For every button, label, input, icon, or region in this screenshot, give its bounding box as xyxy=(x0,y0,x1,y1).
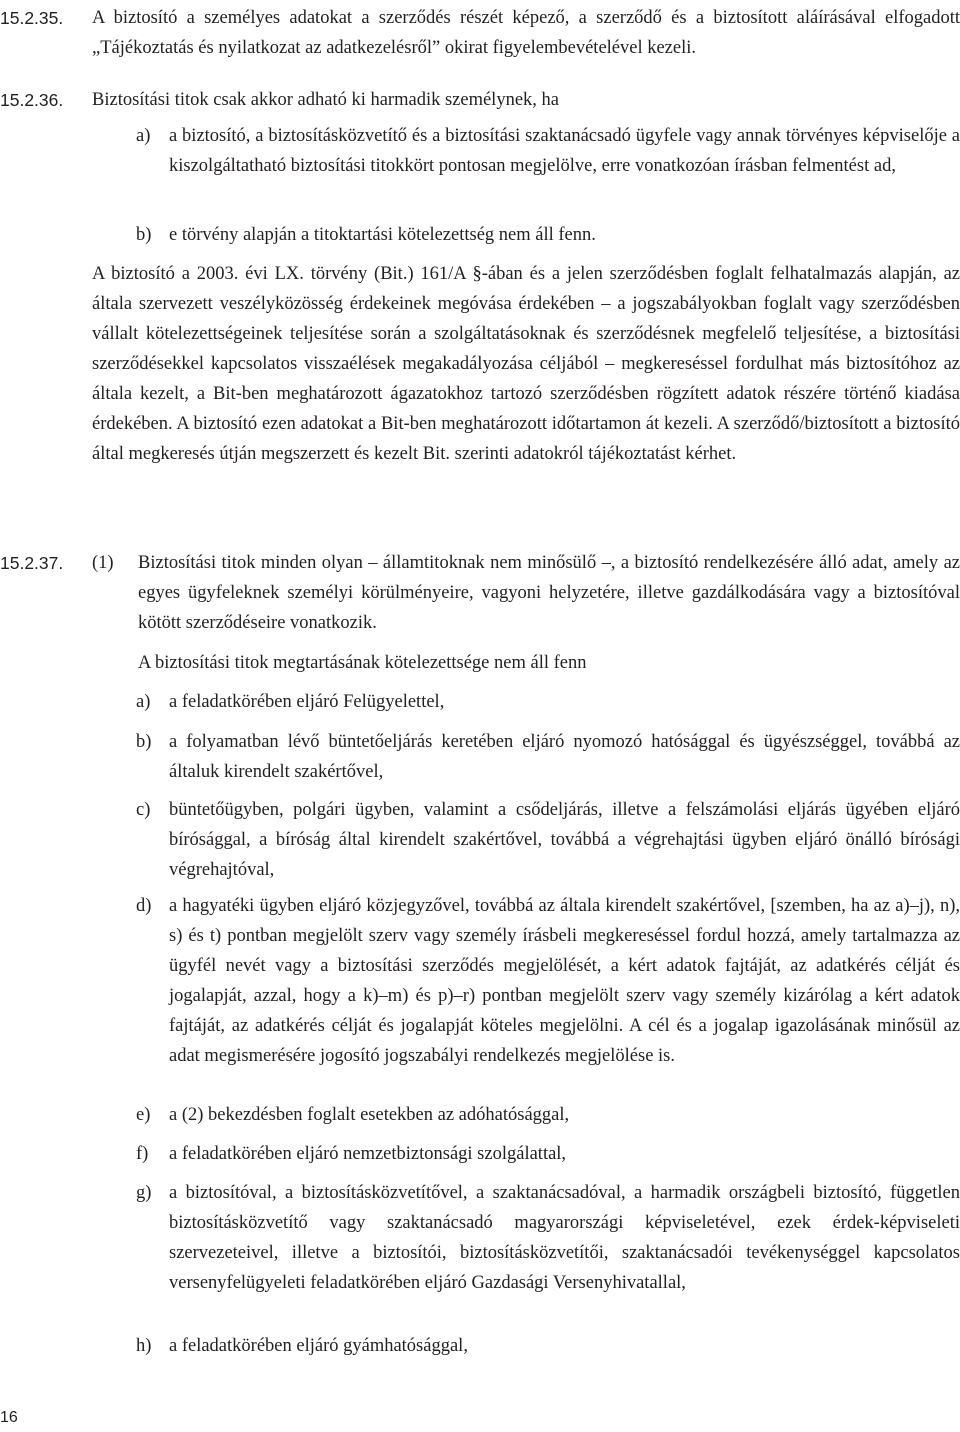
paragraph-text: Biztosítási titok minden olyan – államtitoknak nem minősülő –, a biztosító rendelkezésére álló adat, amely az egyes ügyfeleknek személyi körülményeire, vagyoni helyzetére, illetve gazdálkodására vagy a biztosítóval kötött szerződéseire vonatkozik. xyxy=(138,553,960,633)
list-item-text: a biztosítóval, a biztosításközvetítővel, a szaktanácsadóval, a harmadik országbeli biztosító, független biztosításközvetítő vagy szaktanácsadó magyarországi képviseletével, ezek érdek-képviseleti szervezeteivel, illetve a biztosítói, biztosításközvetítői, szaktanácsadói tevékenységgel kapcsolatos versenyfelügyeleti feladatkörében eljáró Gazdasági Versenyhivatallal, xyxy=(169,1183,960,1293)
list-item-text: a hagyatéki ügyben eljáró közjegyzővel, továbbá az általa kirendelt szakértővel, [szemben, ha az a)–j), n), s) és t) pontban megjelölt szerv vagy személy írásbeli megkereséssel fordul hozzá, amely tartalmazza az ügyfél nevét vagy a biztosítási szerződés megjelölését, a kért adatok fajtáját, az adatkérés célját és jogalapját, azzal, hogy a k)–m) és p)–r) pontban megjelölt szerv vagy személy kizárólag a kért adatok fajtáját, az adatkérés célját és jogalapját köteles megjelölni. A cél és a jogalap igazolásának minősül az adat megismerésére jogosító jogszabályi rendelkezés megjelölése is. xyxy=(169,896,960,1066)
list-item-text: a (2) bekezdésben foglalt esetekben az adóhatósággal, xyxy=(169,1105,570,1125)
list-item-text: a feladatkörében eljáró nemzetbiztonsági szolgálattal, xyxy=(169,1144,567,1164)
list-item-label: e) xyxy=(136,1105,151,1125)
list-item-label: a) xyxy=(136,126,151,146)
list-item-text: a feladatkörében eljáró Felügyelettel, xyxy=(169,692,445,712)
list-item-label: b) xyxy=(136,732,152,752)
list-item-label: h) xyxy=(136,1336,152,1356)
list-item-label: c) xyxy=(136,800,151,820)
list-item-text: a biztosító, a biztosításközvetítő és a biztosítási szaktanácsadó ügyfele vagy annak törvényes képviselője a kiszolgáltatható biztosítási titokkört pontosan megjelölve, erre vonatkozóan írásban felmentést ad, xyxy=(169,126,960,176)
section-number: 15.2.35. xyxy=(0,8,64,28)
list-item-text: e törvény alapján a titoktartási kötelezettség nem áll fenn. xyxy=(169,225,596,245)
paragraph-label: (1) xyxy=(92,553,114,573)
section-paragraph: A biztosító a 2003. évi LX. törvény (Bit.) 161/A §-ában és a jelen szerződésben foglalt felhatalmazás alapján, az általa szervezett veszélyközösség érdekeinek megóvása érdekében – a jogszabályokban foglalt vagy szerződésben vállalt kötelezettségeinek teljesítése során a szolgáltatásoknak és szerződésnek megfelelő teljesítése, a biztosítási szerződésekkel kapcsolatos visszaélések megakadályozása céljából – megkereséssel fordulhat más biztosítóhoz az általa kezelt, a Bit-ben meghatározott ágazatokhoz tartozó szerződésben rögzített adatok részére történő kiadása érdekében. A biztosító ezen adatokat a Bit-ben meghatározott időtartamon át kezeli. A szerződő/biztosított a biztosító által megkeresés útján megszerzett és kezelt Bit. szerinti adatokról tájékoztatást kérhet. xyxy=(92,264,960,464)
page-number: 16 xyxy=(0,1409,18,1426)
section-intro: A biztosítási titok megtartásának kötelezettsége nem áll fenn xyxy=(138,653,587,673)
list-item-text: büntetőügyben, polgári ügyben, valamint a csődeljárás, illetve a felszámolási eljárás ügyében eljáró bírósággal, a bíróság által kirendelt szakértővel, továbbá a végrehajtási ügyben eljáró önálló bírósági végrehajtóval, xyxy=(169,800,960,880)
list-item-label: a) xyxy=(136,692,151,712)
list-item-label: d) xyxy=(136,896,152,916)
list-item-label: f) xyxy=(136,1144,149,1164)
list-item-text: a folyamatban lévő büntetőeljárás keretében eljáró nyomozó hatósággal és ügyészséggel, továbbá az általuk kirendelt szakértővel, xyxy=(169,732,960,782)
section-number: 15.2.37. xyxy=(0,553,64,573)
section-text: A biztosító a személyes adatokat a szerződés részét képező, a szerződő és a biztosított aláírásával elfogadott „Tájékoztatás és nyilatkozat az adatkezelésről” okirat figyelembevételével kezeli. xyxy=(92,8,960,58)
section-number: 15.2.36. xyxy=(0,90,64,110)
section-intro: Biztosítási titok csak akkor adható ki harmadik személynek, ha xyxy=(92,90,559,110)
list-item-text: a feladatkörében eljáró gyámhatósággal, xyxy=(169,1336,468,1356)
list-item-label: b) xyxy=(136,225,152,245)
list-item-label: g) xyxy=(136,1183,152,1203)
